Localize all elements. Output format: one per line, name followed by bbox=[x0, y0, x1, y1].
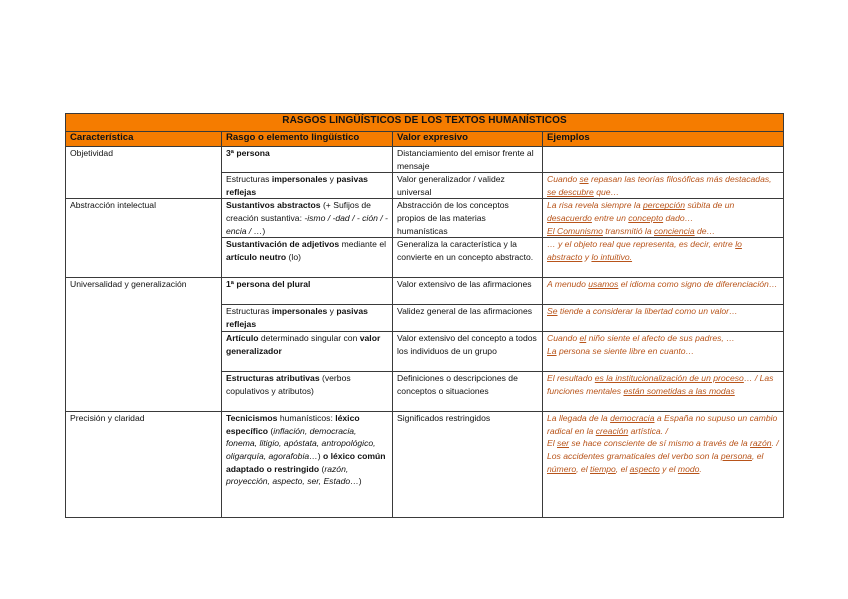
rasgo-cell bbox=[222, 278, 393, 305]
table-row bbox=[66, 412, 784, 518]
features-table bbox=[65, 113, 784, 518]
valor-cell: Significados restringidos bbox=[393, 412, 543, 518]
example-text: El resultado bbox=[547, 373, 595, 384]
example-highlight: Se bbox=[547, 306, 558, 317]
valor-cell: Generaliza la característica y la convierte en un concepto abstracto. bbox=[393, 238, 543, 278]
rasgo-bold: Artículo bbox=[226, 333, 259, 344]
rasgo-text: (lo) bbox=[286, 251, 301, 262]
example-highlight: conciencia bbox=[654, 225, 695, 236]
example-text: El bbox=[547, 438, 558, 449]
valor-cell: Validez general de las afirmaciones bbox=[393, 305, 543, 332]
table-row bbox=[66, 199, 784, 238]
rasgo-cell bbox=[222, 412, 393, 518]
example-text: Cuando bbox=[547, 174, 580, 185]
title-row bbox=[66, 114, 784, 132]
header-caracteristica: Característica bbox=[66, 132, 222, 147]
rasgo-cell bbox=[222, 238, 393, 278]
valor-cell: Valor extensivo del concepto a todos los individuos de un grupo bbox=[393, 332, 543, 372]
example-text: a España no supuso un cambio radical en la bbox=[547, 413, 778, 436]
rasgo-text: ) bbox=[358, 476, 362, 487]
example-text: A menudo bbox=[547, 279, 589, 290]
table-title: RASGOS LINGÜÍSTICOS DE LOS TEXTOS HUMANÍSTICOS bbox=[66, 114, 784, 132]
example-highlight: usamos bbox=[588, 279, 619, 290]
rasgo-cell bbox=[222, 199, 393, 238]
rasgo-cell bbox=[222, 372, 393, 412]
rasgo-text: (verbos copulativos y atributos) bbox=[226, 373, 351, 396]
example-highlight: lo intuitivo. bbox=[591, 251, 633, 262]
example-text: artística. / bbox=[628, 425, 668, 436]
ejemplo-cell bbox=[543, 199, 784, 238]
example-highlight: creación bbox=[595, 425, 629, 436]
rasgo-cell bbox=[222, 305, 393, 332]
rasgo-text: y bbox=[327, 306, 337, 317]
example-text: niño siente el afecto de sus padres, … bbox=[586, 333, 735, 344]
example-text: … y el objeto real que representa, es decir, entre bbox=[547, 239, 736, 250]
rasgo-bold: Tecnicismos bbox=[226, 413, 278, 424]
rasgo-bold: 1ª persona del plural bbox=[226, 279, 311, 290]
example-highlight: tiempo bbox=[590, 463, 616, 474]
example-text: . / Los accidentes gramaticales del verbo son la bbox=[547, 438, 779, 461]
rasgo-bold: léxico específico bbox=[226, 413, 360, 436]
example-highlight: aspecto bbox=[629, 463, 660, 474]
valor-cell: Valor extensivo de las afirmaciones bbox=[393, 278, 543, 305]
example-text: persona se siente libre en cuanto… bbox=[556, 345, 695, 356]
example-highlight: modo bbox=[677, 463, 700, 474]
example-highlight: se bbox=[579, 174, 589, 185]
example-highlight: razón bbox=[750, 438, 772, 449]
rasgo-text: (+ Sufijos de creación sustantiva: bbox=[226, 200, 371, 223]
example-highlight: La bbox=[547, 345, 557, 356]
rasgo-text: y bbox=[327, 174, 337, 185]
example-highlight: concepto bbox=[628, 212, 664, 223]
rasgo-text: Estructuras bbox=[226, 306, 272, 317]
ejemplo-cell bbox=[543, 147, 784, 173]
rasgo-text: ( bbox=[268, 425, 274, 436]
rasgo-cell bbox=[222, 147, 393, 173]
rasgo-text: ( bbox=[319, 463, 325, 474]
section-universalidad: Universalidad y generalización bbox=[66, 278, 222, 412]
example-text: tiende a considerar la libertad como un valor… bbox=[557, 306, 738, 317]
section-abstraccion: Abstracción intelectual bbox=[66, 199, 222, 278]
header-valor: Valor expresivo bbox=[393, 132, 543, 147]
example-highlight: desacuerdo bbox=[547, 212, 592, 223]
example-text: de… bbox=[694, 225, 716, 236]
example-text: , el bbox=[576, 463, 590, 474]
rasgo-bold: pasivas reflejas bbox=[226, 306, 368, 329]
example-text: dado… bbox=[663, 212, 694, 223]
section-precision: Precisión y claridad bbox=[66, 412, 222, 518]
example-highlight: el bbox=[579, 333, 587, 344]
example-highlight: El Comunismo bbox=[547, 225, 603, 236]
ejemplo-cell bbox=[543, 173, 784, 199]
example-text: que… bbox=[593, 186, 620, 197]
ejemplo-cell bbox=[543, 372, 784, 412]
rasgo-text: ) bbox=[317, 450, 323, 461]
header-ejemplos: Ejemplos bbox=[543, 132, 784, 147]
table-row bbox=[66, 147, 784, 173]
example-text: entre un bbox=[591, 212, 629, 223]
header-rasgo: Rasgo o elemento lingüístico bbox=[222, 132, 393, 147]
example-highlight: democracia bbox=[610, 413, 655, 424]
example-highlight: persona bbox=[720, 450, 752, 461]
rasgo-text: humanísticos: bbox=[277, 413, 336, 424]
rasgo-bold: Sustantivos abstractos bbox=[226, 200, 321, 211]
example-text: … / Las funciones mentales bbox=[547, 373, 774, 396]
table-row bbox=[66, 278, 784, 305]
rasgo-bold: Estructuras atributivas bbox=[226, 373, 320, 384]
rasgo-text: determinado singular con bbox=[258, 333, 360, 344]
rasgo-italic: inflación, democracia, fonema, litigio, apóstata, antropológico, oligarquía, agorafobia… bbox=[226, 425, 376, 461]
rasgo-bold: Sustantivación de adjetivos bbox=[226, 239, 340, 250]
rasgo-italic: -ismo / -dad / - ción / - encia / … bbox=[226, 212, 388, 236]
rasgo-cell bbox=[222, 332, 393, 372]
rasgo-text: Estructuras bbox=[226, 174, 272, 185]
example-text: transmitió la bbox=[602, 225, 654, 236]
ejemplo-cell bbox=[543, 332, 784, 372]
example-text: y bbox=[582, 251, 592, 262]
example-text: . bbox=[699, 463, 702, 474]
rasgo-bold: artículo neutro bbox=[226, 251, 287, 262]
example-highlight: lo abstracto bbox=[547, 239, 742, 262]
rasgo-bold: pasivas reflejas bbox=[226, 174, 368, 197]
example-text: y el bbox=[659, 463, 678, 474]
example-highlight: ser bbox=[557, 438, 569, 449]
example-text: La risa revela siempre la bbox=[547, 200, 644, 211]
rasgo-bold: o léxico común adaptado o restringido bbox=[226, 450, 386, 474]
header-row bbox=[66, 132, 784, 147]
example-text: repasan las teorías filosóficas más destacadas, bbox=[588, 174, 772, 185]
rasgo-text: ) bbox=[262, 225, 266, 236]
example-text: el idioma como signo de diferenciación… bbox=[618, 279, 778, 290]
section-objetividad: Objetividad bbox=[66, 147, 222, 199]
rasgo-bold: impersonales bbox=[271, 306, 328, 317]
rasgo-text: mediante el bbox=[339, 239, 387, 250]
rasgo-italic: razón, proyección, aspecto, ser, Estado… bbox=[226, 463, 359, 487]
example-highlight: están sometidas a las modas bbox=[623, 385, 735, 396]
rasgo-text: 3ª persona bbox=[226, 148, 270, 158]
example-highlight: es la institucionalización de un proceso bbox=[594, 373, 744, 384]
valor-cell: Valor generalizador / validez universal bbox=[393, 173, 543, 199]
example-text: La llegada de la bbox=[547, 413, 611, 424]
ejemplo-cell bbox=[543, 278, 784, 305]
example-highlight: número bbox=[547, 463, 577, 474]
example-text: súbita de un bbox=[685, 200, 735, 211]
valor-cell: Definiciones o descripciones de conceptos o situaciones bbox=[393, 372, 543, 412]
example-text: se hace consciente de sí mismo a través de la bbox=[568, 438, 751, 449]
rasgo-bold: impersonales bbox=[271, 174, 328, 185]
example-text: Cuando bbox=[547, 333, 580, 344]
rasgo-cell bbox=[222, 173, 393, 199]
example-text: , el bbox=[751, 450, 764, 461]
valor-cell: Abstracción de los conceptos propios de las materias humanísticas bbox=[393, 199, 543, 238]
ejemplo-cell bbox=[543, 238, 784, 278]
valor-cell: Distanciamiento del emisor frente al mensaje bbox=[393, 147, 543, 173]
rasgo-bold: valor generalizador bbox=[226, 333, 381, 356]
ejemplo-cell bbox=[543, 305, 784, 332]
ejemplo-cell bbox=[543, 412, 784, 518]
example-highlight: se descubre bbox=[547, 186, 594, 197]
example-text: , el bbox=[615, 463, 630, 474]
example-highlight: percepción bbox=[643, 200, 686, 211]
